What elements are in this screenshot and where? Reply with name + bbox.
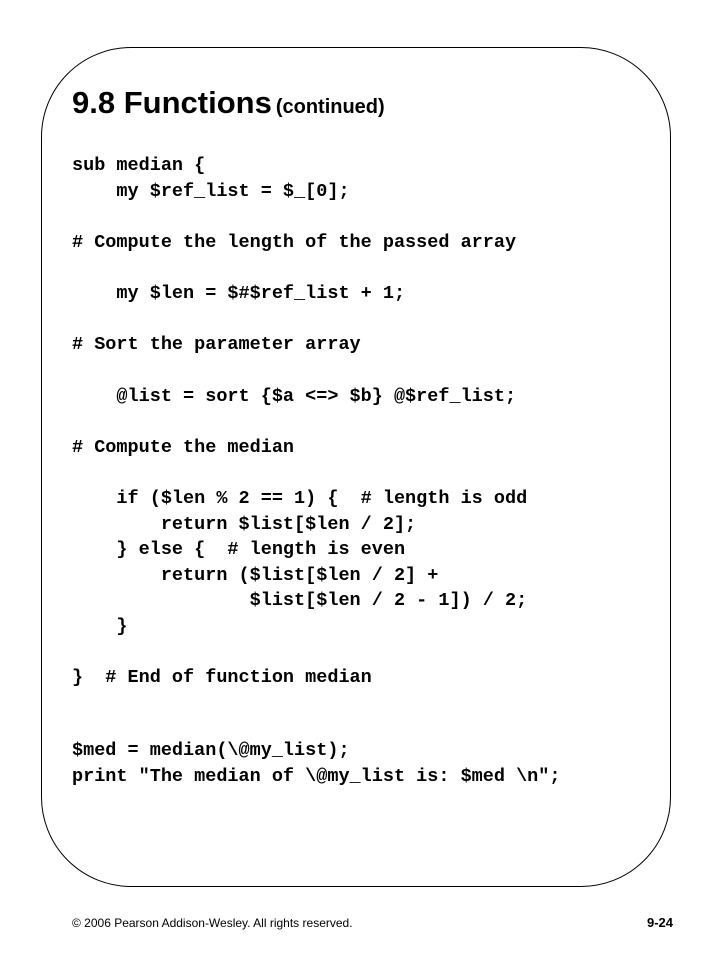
page-number: 9-24 <box>646 915 673 930</box>
code-line: return ($list[$len / 2] + <box>72 565 439 586</box>
slide-title <box>72 86 385 118</box>
slide-title-suffix: (continued) <box>275 96 385 118</box>
code-comment: # Compute the length of the passed array <box>72 232 517 253</box>
code-line: $list[$len / 2 - 1]) / 2; <box>72 590 528 611</box>
code-line: sub median { <box>72 155 206 176</box>
footer-copyright: © 2006 Pearson Addison-Wesley. All rights reserved. <box>72 916 353 930</box>
code-line: my $len = $#$ref_list + 1; <box>72 283 406 304</box>
code-comment: # Sort the parameter array <box>72 334 361 355</box>
code-comment: # Compute the median <box>72 437 295 458</box>
code-line: print "The median of \@my_list is: $med \n"; <box>72 766 561 787</box>
code-line: $med = median(\@my_list); <box>72 740 350 761</box>
code-line: if ($len % 2 == 1) { # length is odd <box>72 488 528 509</box>
slide-title-main: 9.8 Functions <box>72 85 272 120</box>
code-line: } else { # length is even <box>72 539 406 560</box>
code-line: @list = sort {$a <=> $b} @$ref_list; <box>72 386 517 407</box>
code-line: return $list[$len / 2]; <box>72 514 417 535</box>
code-line: my $ref_list = $_[0]; <box>72 181 350 202</box>
code-line: } <box>72 616 128 637</box>
code-comment: } # End of function median <box>72 667 372 688</box>
